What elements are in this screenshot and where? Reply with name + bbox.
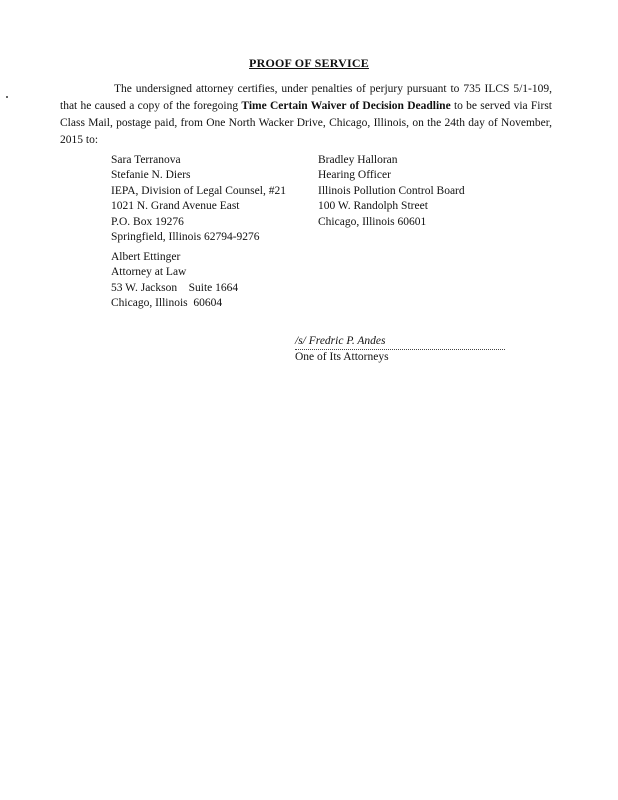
address-line: Illinois Pollution Control Board xyxy=(318,184,465,197)
address-line: Chicago, Illinois 60604 xyxy=(111,297,223,310)
address-line: Chicago, Illinois 60601 xyxy=(318,215,427,228)
address-line: P.O. Box 19276 xyxy=(111,215,184,228)
address-line: Albert Ettinger xyxy=(111,251,181,263)
paragraph-part-1: The undersigned attorney certifies, under penalties of perjury pursuant to 735 ILCS 5/1-109, that he caused a copy of the foregoing xyxy=(60,83,552,112)
address-line: 100 W. Randolph Street xyxy=(318,200,428,213)
addressee-attorney xyxy=(111,250,238,312)
signature-block xyxy=(295,334,505,365)
address-line: 53 W. Jackson Suite 1664 xyxy=(111,281,239,294)
served-document-name: Time Certain Waiver of Decision Deadline xyxy=(241,100,451,112)
address-line: Bradley Halloran xyxy=(318,154,398,166)
addressee-iepa xyxy=(111,153,286,245)
address-line: Attorney at Law xyxy=(111,266,187,279)
certification-paragraph xyxy=(60,81,552,149)
address-line: 1021 N. Grand Avenue East xyxy=(111,200,240,213)
document-title: PROOF OF SERVICE xyxy=(249,56,369,70)
signature-role: One of Its Attorneys xyxy=(295,351,389,363)
address-line: Springfield, Illinois 62794-9276 xyxy=(111,231,260,244)
signature-name: /s/ Fredric P. Andes xyxy=(295,335,386,347)
margin-mark xyxy=(6,96,8,98)
address-line: Stefanie N. Diers xyxy=(111,169,191,182)
address-line: Sara Terranova xyxy=(111,154,181,166)
address-line: IEPA, Division of Legal Counsel, #21 xyxy=(111,184,286,197)
address-line: Hearing Officer xyxy=(318,169,391,182)
addressee-hearing-officer xyxy=(318,153,465,230)
paragraph-part-2: to be served via First Class Mail, postage paid, from One North Wacker Drive, Chicago, Illinois, on the 24th day of November, 2015 to: xyxy=(60,100,552,146)
